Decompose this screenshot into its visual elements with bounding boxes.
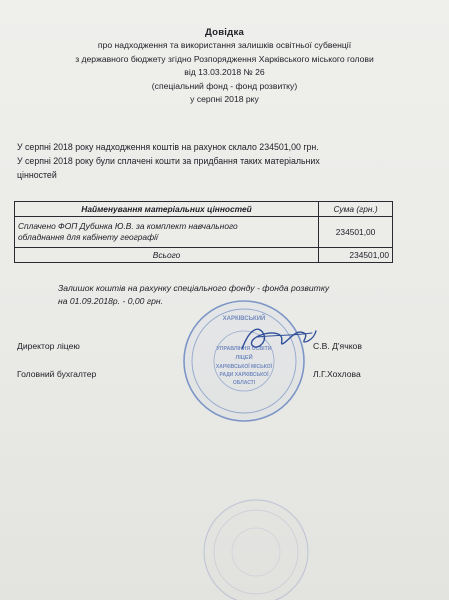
header-line-2: з державного бюджету згідно Розпорядження Харківського міського голови	[75, 53, 374, 64]
total-label-cell: Всього	[15, 248, 319, 263]
stamp-text-4: ХАРКІВСЬКОЇ МІСЬКОЇ	[215, 364, 273, 370]
director-role: Директор ліцею	[17, 341, 80, 351]
table-row	[15, 217, 393, 248]
signature-row-accountant	[17, 369, 437, 379]
accountant-role: Головний бухгалтер	[17, 369, 97, 379]
column-header-name: Найменування матеріальних цінностей	[15, 202, 319, 217]
director-name: С.В. Д'ячков	[313, 341, 362, 351]
table-header-row	[15, 202, 393, 217]
accountant-name: Л.Г.Хохлова	[313, 369, 361, 379]
payment-paragraph-line-1: У серпні 2018 року були сплачені кошти за придбання таких матеріальних	[17, 155, 320, 166]
round-stamp	[181, 298, 307, 424]
header-line-5: у серпні 2018 рку	[190, 94, 259, 105]
director-signature	[238, 321, 318, 357]
remainder-line-1: Залишок коштів на рахунку спеціального фонду - фонда розвитку	[58, 283, 330, 293]
income-paragraph: У серпні 2018 року надходження коштів на рахунок склало 234501,00 грн.	[17, 142, 319, 152]
stamp-text-6: ОБЛАСТІ	[232, 380, 256, 386]
payment-paragraph-line-2: цінностей	[17, 169, 57, 180]
total-amount-cell: 234501,00	[319, 248, 393, 263]
expenses-table	[14, 201, 393, 263]
document-title: Довідка	[204, 27, 244, 38]
item-amount-cell: 234501,00	[319, 217, 393, 248]
stamp-text-5: РАДИ ХАРКІВСЬКОЇ	[219, 372, 269, 378]
body-text	[17, 141, 437, 182]
stamp-text-3: ЛІЦЕЙ	[235, 355, 253, 361]
document-header	[0, 26, 449, 106]
faded-stamp-imprint	[202, 486, 310, 600]
remainder-line-2: на 01.09.2018р. - 0,00 грн.	[58, 295, 163, 306]
item-name-line-2: обладнання для кабінету географії	[18, 232, 158, 242]
stamp-text-1: ХАРКІВСЬКИЙ	[222, 316, 266, 322]
signature-row-director	[17, 341, 437, 351]
header-line-3: від 13.03.2018 № 26	[184, 67, 265, 78]
column-header-sum: Сума (грн.)	[319, 202, 393, 217]
item-name-cell	[15, 217, 319, 248]
header-line-1: про надходження та використання залишків освітньої субвенції	[97, 40, 352, 51]
table-total-row	[15, 248, 393, 263]
header-line-4: (спеціальний фонд - фонд розвитку)	[151, 80, 298, 91]
item-name-line-1: Сплачено ФОП Дубинка Ю.В. за комплект навчального	[18, 221, 238, 231]
stamp-text-2: УПРАВЛІННЯ ОСВІТИ	[216, 346, 272, 352]
